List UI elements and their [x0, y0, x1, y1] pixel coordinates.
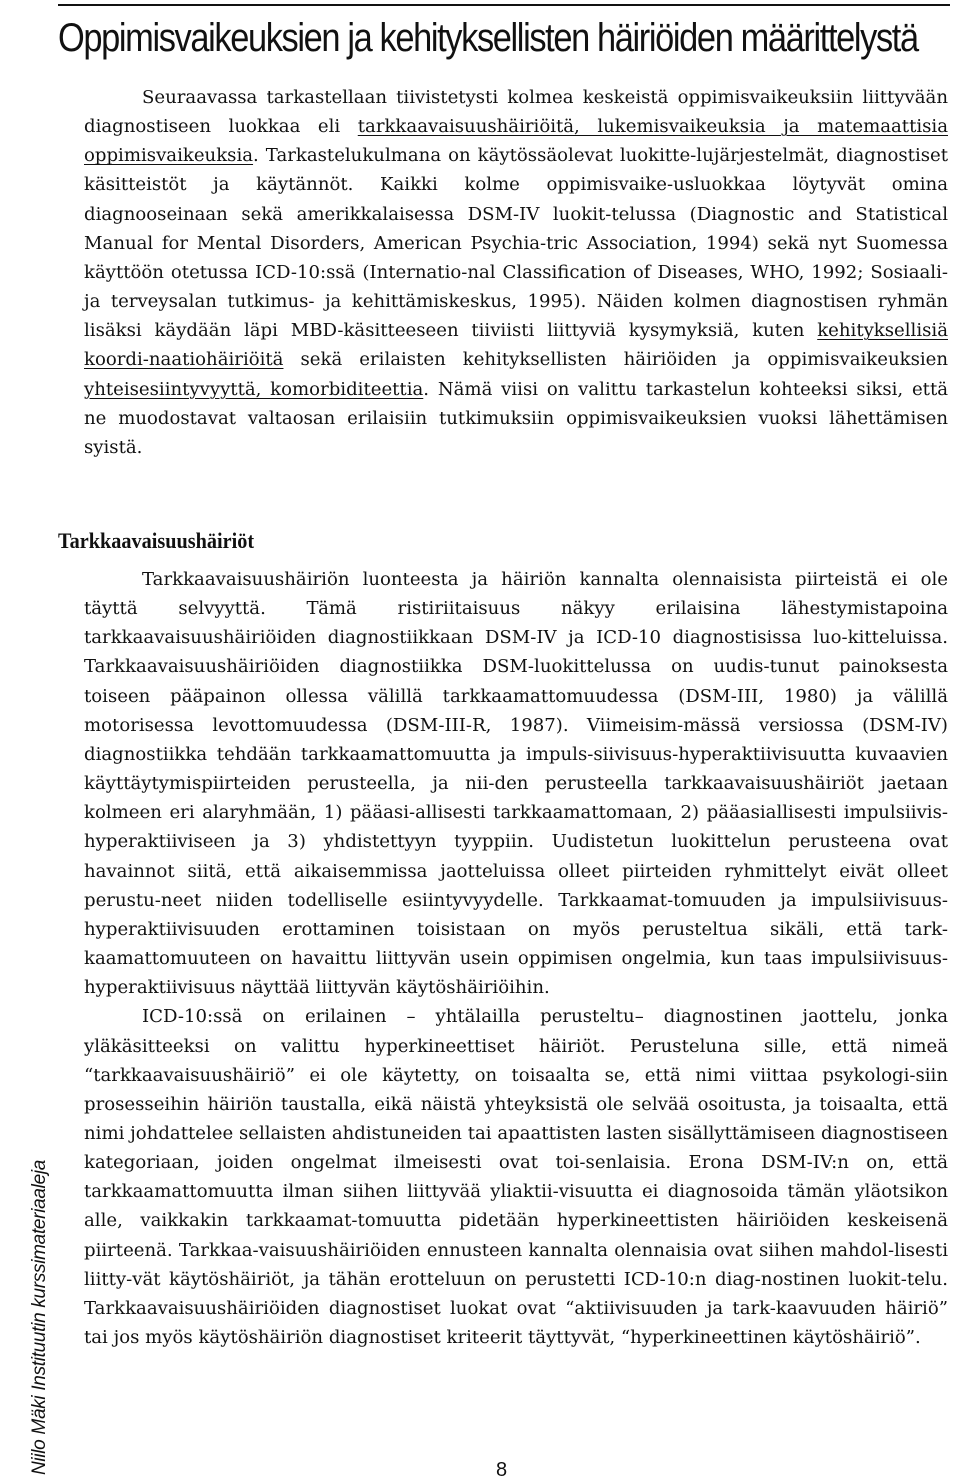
underlined-term-coordination-disorders: kehityksellisiä koordi-naatiohäiriöitä	[84, 320, 948, 371]
intro-paragraph	[84, 83, 948, 462]
section-body	[84, 565, 948, 1352]
side-publisher-label: Niilo Mäki Instituutin kurssimateriaaleja	[29, 1159, 50, 1475]
intro-text-1: Seuraavassa tarkastellaan tiivistetysti kolmea keskeistä oppimisvaikeuksiin liittyvään diagnostiseen luokkaa eli	[84, 87, 948, 138]
underlined-term-attention-reading-math: tarkkaavaisuushäiriöitä, lukemisvaikeuksia ja matemaattisia oppimisvaikeuksia	[84, 116, 948, 167]
page-number: 8	[496, 1459, 508, 1481]
header-rule	[58, 4, 950, 6]
intro-text-3: sekä erilaisten kehityksellisten häiriöiden ja oppimisvaikeuksien	[283, 349, 948, 371]
section-heading: Tarkkaavaisuushäiriöt	[58, 528, 255, 553]
underlined-term-comorbidity: yhteisesiintyvyyttä, komorbiditeettia	[84, 378, 424, 400]
section-paragraph-2: ICD-10:ssä on erilainen – yhtälailla perusteltu– diagnostinen jaottelu, jonka yläkäsitteeksi on valittu hyperkineettiset häiriöt. Perusteluna sille, että nimeä “tarkkaavaisuushäiriö” ei ole käytetty, on toisaalta se, että nimi viittaa psykologi-siin prosesseihin häiriön taustalla, eikä näistä yhteyksistä ole selvää osoitusta, ja toisaalta, että nimi johdattelee sellaisten ahdistuneiden tai apaattisten lasten sisällyttämiseen diagnostiseen kategoriaan, joiden ongelmat ilmeisesti ovat toi-senlaisia. Erona DSM-IV:n on, että tarkkaamattomuutta ilman siihen liittyvää yliaktii-visuutta ei diagnosoida tämän yläotsikon alle, vaikkakin tarkkaamat-tomuutta pidetään hyperkineettisten häiriöiden keskeisenä piirteenä. Tarkkaa-vaisuushäiriöiden ennusteen kannalta olennaisia ovat siihen mahdol-lisesti liitty-vät käytöshäiriöt, ja tähän erotteluun on perustetti ICD-10:n diag-nostinen luokit-telu. Tarkkaavaisuushäiriöiden diagnostiset luokat ovat “aktiivisuuden ja tark-kaavuuden häiriö” tai jos myös käytöshäiriön diagnostiset kriteerit täyttyvät, “hyperkineettinen käytöshäiriö”.	[84, 1006, 948, 1349]
intro-text-2: . Tarkastelukulmana on käytössäolevat luokitte-lujärjestelmät, diagnostiset käsitteistöt ja käytännöt. Kaikki kolme oppimisvaike-usluokkaa löytyvät omina diagnooseinaan sekä amerikkalaisessa DSM-IV luokit-telussa (Diagnostic and Statistical Manual for Mental Disorders, American Psychia-tric Association, 1994) sekä nyt Suomessa käyttöön otetussa ICD-10:ssä (Internatio-nal Classification of Diseases, WHO, 1992; Sosiaali- ja terveysalan tutkimus- ja kehittämiskeskus, 1995). Näiden kolmen diagnostisen ryhmän lisäksi käydään läpi MBD-käsitteeseen tiiviisti liittyviä kysymyksiä, kuten	[84, 145, 948, 342]
intro-text-4: . Nämä viisi on valittu tarkastelun kohteeksi siksi, että ne muodostavat valtaosan erilaisiin tutkimuksiin oppimisvaikeuksien vuoksi lähettämisen syistä.	[84, 378, 948, 458]
section-paragraph-1: Tarkkaavaisuushäiriön luonteesta ja häiriön kannalta olennaisista piirteistä ei ole täyttä selvyyttä. Tämä ristiriitaisuus näkyy erilaisina lähestymistapoina tarkkaavaisuushäiriöiden diagnostiikkaan DSM-IV ja ICD-10 diagnostisissa luo-kitteluissa. Tarkkaavaisuushäiriöiden diagnostiikka DSM-luokittelussa on uudis-tunut painoksesta toiseen pääpainon ollessa välillä tarkkaamattomuudessa (DSM-III, 1980) ja välillä motorisessa levottomuudessa (DSM-III-R, 1987). Viimeisim-mässä versiossa (DSM-IV) diagnostiikka tehdään tarkkaamattomuutta ja impuls-siivisuus-hyperaktiivisuutta kuvaavien käyttäytymispiirteiden perusteella, ja nii-den perusteella tarkkaavaisuushäiriöt jaetaan kolmeen eri alaryhmään, 1) pääasi-allisesti tarkkaamattomaan, 2) pääasiallisesti impulsiivis-hyperaktiiviseen ja 3) yhdistettyyn tyyppiin. Uudistetun luokittelun perusteena ovat havainnot siitä, että aikaisemmissa jaotteluissa olleet piirteiden ryhmittelyt eivät olleet perustu-neet niiden todelliselle esiintyvyydelle. Tarkkaamat-tomuuden ja impulsiivisuus-hyperaktiivisuuden erottaminen toisistaan on myös perusteltua sikäli, että tark-kaamattomuuteen on havaittu liittyvän usein oppimisen ongelmia, kun taas impulsiivisuus-hyperaktiivisuus näyttää liittyvän käytöshäiriöihin.	[84, 569, 948, 999]
page-title: Oppimisvaikeuksien ja kehityksellisten häiriöiden määrittelystä	[58, 16, 918, 60]
